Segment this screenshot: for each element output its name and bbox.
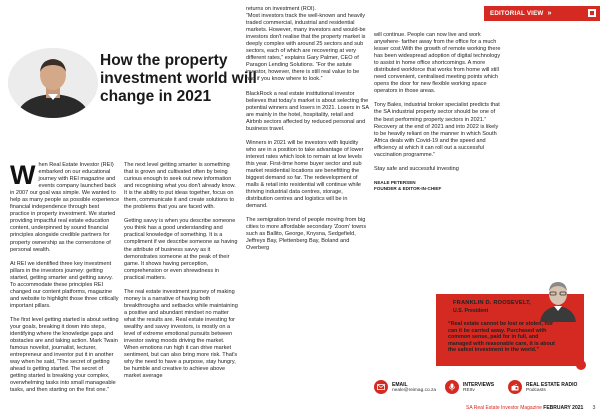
article-column-4 [374,32,502,192]
contact-email[interactable] [374,380,436,394]
paragraph: The real estate investment journey of making money is a narrative of having both breakthroughs and setbacks while maintaining a positive and abundant mindset no matter what the results are. Real estate investing for wealthy and savvy investors, is mostly on a level of extreme emotional pursuits between investor swing moods driving the market. When emotions run high it can drive market sentiment, but can also bring more risk. That's why the need to have a purpose, stay hungry, be humble and creative to achieve above market average [124,288,238,380]
contact-label: REAL ESTATE RADIO [526,381,578,388]
paragraph: returns on investment (ROI). “Most investors track the well-known and heavily traded commercial, industrial and residential markets. However, many investors and would-be investors don't realise that the property market is deeply complex with around 25 sectors and sub sectors, each of which are recovering at very different rates,” explains Gary Palmer, CEO of Paragon Lending Solutions. “For the astute investor, however, there is still real value to be had if you know where to look.” [246,6,366,83]
quote-author-role: U.S. President [453,308,489,314]
quote-text: “Real estate cannot be lost or stolen, nor can it be carried away. Purchased with common sense, paid for in full, and managed with reasonable care, it is about the safest investment in the world.” [448,321,555,354]
article-column-1 [10,162,120,401]
signature-role: FOUNDER & EDITOR-IN-CHIEF [374,185,442,191]
paragraph: The semigration trend of people moving from big cities to more affordable secondary 'Zoom' towns such as Ballito, George, Knysna, Sedgefield, Jeffreys Bay, Plettenberg Bay, Boland and Overberg [246,217,367,252]
paragraph: Tony Bales, industrial broker specialist predicts that the SA industrial property sector should be one of the best performing property sectors in 2021.” Recovery at the end of 2021 and into 2022 is likely to be heavily reliant on the manner in which South Africa deals with Covid-19 and the speed and efficiency at which it can roll out a successful vaccination programme.” [374,102,500,158]
paragraph: The next level getting smarter is something that is grown and cultivated often by being curious enough to seek out new information and recognising what you don't already know. It is the ability to put ideas together, focus on them, communicate it and create solutions to the problems that you are faced with. [124,162,236,211]
article-title: How the property investment world will change in 2021 [100,52,257,105]
issue-date: FEBRUARY 2021 [543,405,584,411]
editorial-view-badge [484,6,600,21]
roosevelt-portrait [536,276,580,322]
chevrons-icon: » [547,10,552,17]
contact-label: INTERVIEWS [463,381,495,388]
page-footer [466,405,595,411]
contact-value[interactable]: neale@reimag.co.za [392,387,437,393]
paragraph: Winners in 2021 will be investors with liquidity who are in a position to take advantage of lower interest rates which look to remain at low levels this year. First-time home buyer sector and sub market residential locations are benefitting the biggest demand so far. The redevelopment of malls & retail into residential will continue while thriving industrial data centres, storage, distribution centres and logistics will be in demand. [246,139,364,210]
paragraph: Getting savvy is when you describe someone you think has a good understanding and practical knowledge of something. It is a compliment if we describe someone as having the attribute of business savvy as it demonstrates someone at the peak of their game. It shows having perception, comprehension or even shrewdness in practical matters. [124,218,238,281]
contact-label: EMAIL [392,381,408,388]
paragraph: The first level getting started is about setting your goals, breaking it down into steps, identifying where the knowledge gaps and obstacles are and taking action. Mark Twain famous novelist, journalist, lecturer, entrepreneur and inventor put it in another way when he said, “The secret of getting ahead is getting started. The secret of getting started is breaking your complex, overwhelming tasks into small manageable tasks, and then starting on the first one.” [10,316,119,394]
paragraph: will continue. People can now live and work anywhere- farther away from the office for a much lesser cost.With the growth of remote working there has been widespread adoption of digital technology to assist in home office shortcomings. A more distributed workforce that works from home will still need convenient, centralised meeting points which opens the door for new flexible working space operators in those areas. [374,32,501,95]
page-number: 3 [592,405,596,411]
paragraph: Stay safe and successful investing [374,165,459,172]
paragraph: hen Real Estate Investor (REI) embarked on our educational journey with REI magazine and events company launched back in 2007 our goal was simple. We wanted to help as many people as possible experience financial independence through best practice in property investment. We started providing impactful real estate education content, underpinned by sound financial principles alongside credible partners for property ownership as the cornerstone of personal wealth. [10,162,120,253]
radio-icon [508,380,522,394]
email-icon [374,380,388,394]
article-column-2 [124,162,238,387]
paragraph: BlackRock a real estate institutional investor believes that today's market is about selecting the potential winners and losers in 2021. Losers in SA are mainly in the hotel, hospitality, retail and Airbnb sectors affected by reduced personal and business travel. [246,90,369,132]
publication-name: SA Real Estate Investor Magazine [466,405,542,411]
contact-radio[interactable] [508,380,577,394]
quote-author-name: FRANKLIN D. ROOSEVELT, [453,300,531,306]
square-icon [588,9,596,17]
paragraph: At REI we identified three key investment pillars in the investors journey: getting started, getting smarter and getting savvy. To accommodate these principles REI changed our content platforms, magazine and website to highlight those three critically important pillars. [10,260,119,309]
drop-cap: W [10,160,36,190]
author-photo [8,48,98,118]
signature-name: NEALE PETERSEN [374,179,416,185]
microphone-icon [445,380,459,394]
contact-value[interactable]: Podcasts [526,387,546,393]
contact-interviews[interactable] [445,380,494,394]
editorial-view-label: EDITORIAL VIEW [490,10,544,17]
quote-accent-dot [576,360,586,370]
article-column-3 [246,6,369,260]
contact-value[interactable]: REItv [463,387,475,393]
